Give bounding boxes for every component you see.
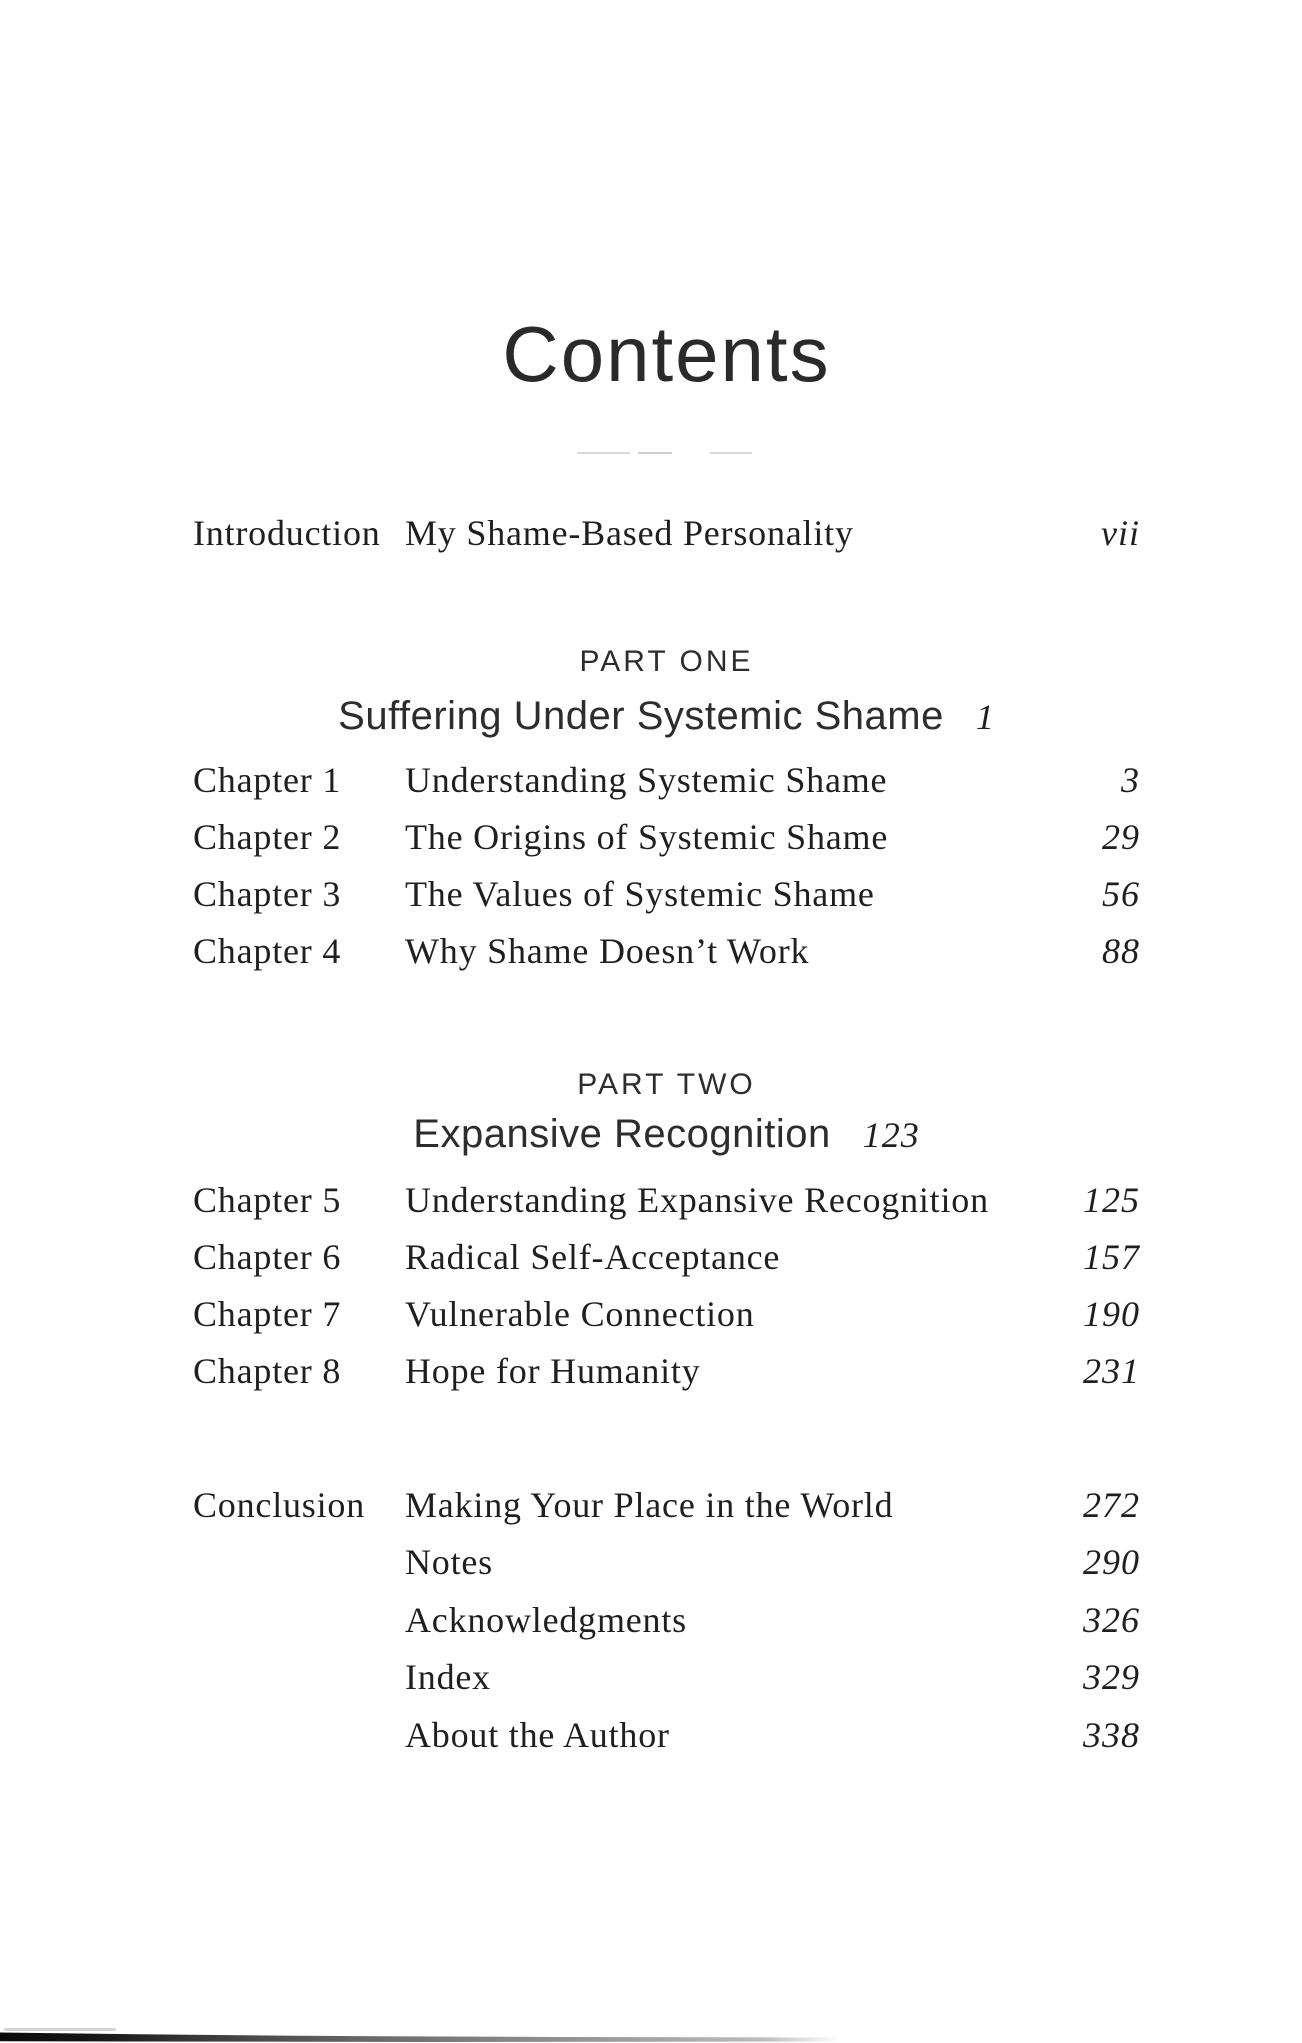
toc-row-label: Introduction: [193, 513, 381, 553]
toc-row-page-number: 29: [1102, 817, 1140, 857]
toc-row-page-number: 338: [1083, 1715, 1140, 1755]
toc-row-title: Understanding Expansive Recognition: [405, 1180, 989, 1220]
toc-row-back-matter-4: [193, 1715, 1140, 1759]
toc-row-back-matter-3: [193, 1657, 1140, 1701]
toc-row-label: Chapter 1: [193, 760, 342, 800]
toc-row-chapter-6: [193, 1237, 1140, 1281]
page-title: Contents: [502, 310, 831, 398]
toc-row-chapter-7: [193, 1294, 1140, 1338]
toc-row-page-number: 190: [1083, 1294, 1140, 1334]
toc-row-label: Chapter 3: [193, 874, 342, 914]
toc-row-title: Understanding Systemic Shame: [405, 760, 888, 800]
toc-row-page-number: 56: [1102, 874, 1140, 914]
toc-row-title: My Shame-Based Personality: [405, 513, 854, 553]
toc-row-page-number: 231: [1083, 1351, 1140, 1391]
toc-row-title: Why Shame Doesn’t Work: [405, 931, 810, 971]
toc-row-label: Chapter 6: [193, 1237, 342, 1277]
toc-row-label: Chapter 8: [193, 1351, 342, 1391]
toc-row-back-matter-0: [193, 1485, 1140, 1529]
toc-row-page-number: 329: [1083, 1657, 1140, 1697]
toc-row-back-matter-1: [193, 1542, 1140, 1586]
toc-row-chapter-4: [193, 931, 1140, 975]
scan-smudge-artifact: [4, 2028, 116, 2031]
toc-row-title: Vulnerable Connection: [405, 1294, 755, 1334]
toc-row-title: Index: [405, 1657, 491, 1697]
toc-row-back-matter-2: [193, 1600, 1140, 1644]
part-subtitle-1: [193, 694, 1140, 738]
toc-row-label: Chapter 5: [193, 1180, 342, 1220]
toc-row-page-number: 272: [1083, 1485, 1140, 1525]
toc-row-page-number: 326: [1083, 1600, 1140, 1640]
toc-row-title: Notes: [405, 1542, 493, 1582]
toc-row-chapter-3: [193, 874, 1140, 918]
toc-row-title: The Origins of Systemic Shame: [405, 817, 889, 857]
toc-row-introduction: [193, 513, 1140, 557]
title-ornament-rule: [638, 452, 672, 454]
title-ornament-rule: [710, 452, 752, 454]
toc-row-page-number: 3: [1121, 760, 1140, 800]
part-page-number: 1: [975, 697, 995, 737]
toc-row-chapter-2: [193, 817, 1140, 861]
toc-row-title: Making Your Place in the World: [405, 1485, 894, 1525]
title-ornament-rule: [577, 452, 630, 454]
toc-row-chapter-5: [193, 1180, 1140, 1224]
toc-row-label: Chapter 4: [193, 931, 342, 971]
toc-row-title: About the Author: [405, 1715, 670, 1755]
toc-row-page-number: 125: [1083, 1180, 1140, 1220]
toc-row-page-number: 157: [1083, 1237, 1140, 1277]
toc-row-chapter-8: [193, 1351, 1140, 1395]
part-heading-1: PART ONE: [579, 645, 754, 678]
toc-row-title: Hope for Humanity: [405, 1351, 701, 1391]
part-heading-2: PART TWO: [577, 1068, 756, 1101]
scan-page-edge-shadow: [0, 2032, 848, 2042]
toc-row-title: The Values of Systemic Shame: [405, 874, 875, 914]
part-subtitle-text: Expansive Recognition: [413, 1112, 831, 1156]
toc-row-page-number: 88: [1102, 931, 1140, 971]
toc-row-label: Chapter 7: [193, 1294, 342, 1334]
toc-row-label: Conclusion: [193, 1485, 366, 1525]
part-subtitle-text: Suffering Under Systemic Shame: [338, 694, 944, 738]
toc-row-page-number: 290: [1083, 1542, 1140, 1582]
toc-row-chapter-1: [193, 760, 1140, 804]
part-page-number: 123: [862, 1115, 920, 1155]
toc-row-title: Acknowledgments: [405, 1600, 687, 1640]
toc-row-label: Chapter 2: [193, 817, 342, 857]
part-subtitle-2: [193, 1112, 1140, 1156]
toc-row-title: Radical Self-Acceptance: [405, 1237, 781, 1277]
toc-row-page-number: vii: [1101, 513, 1140, 553]
